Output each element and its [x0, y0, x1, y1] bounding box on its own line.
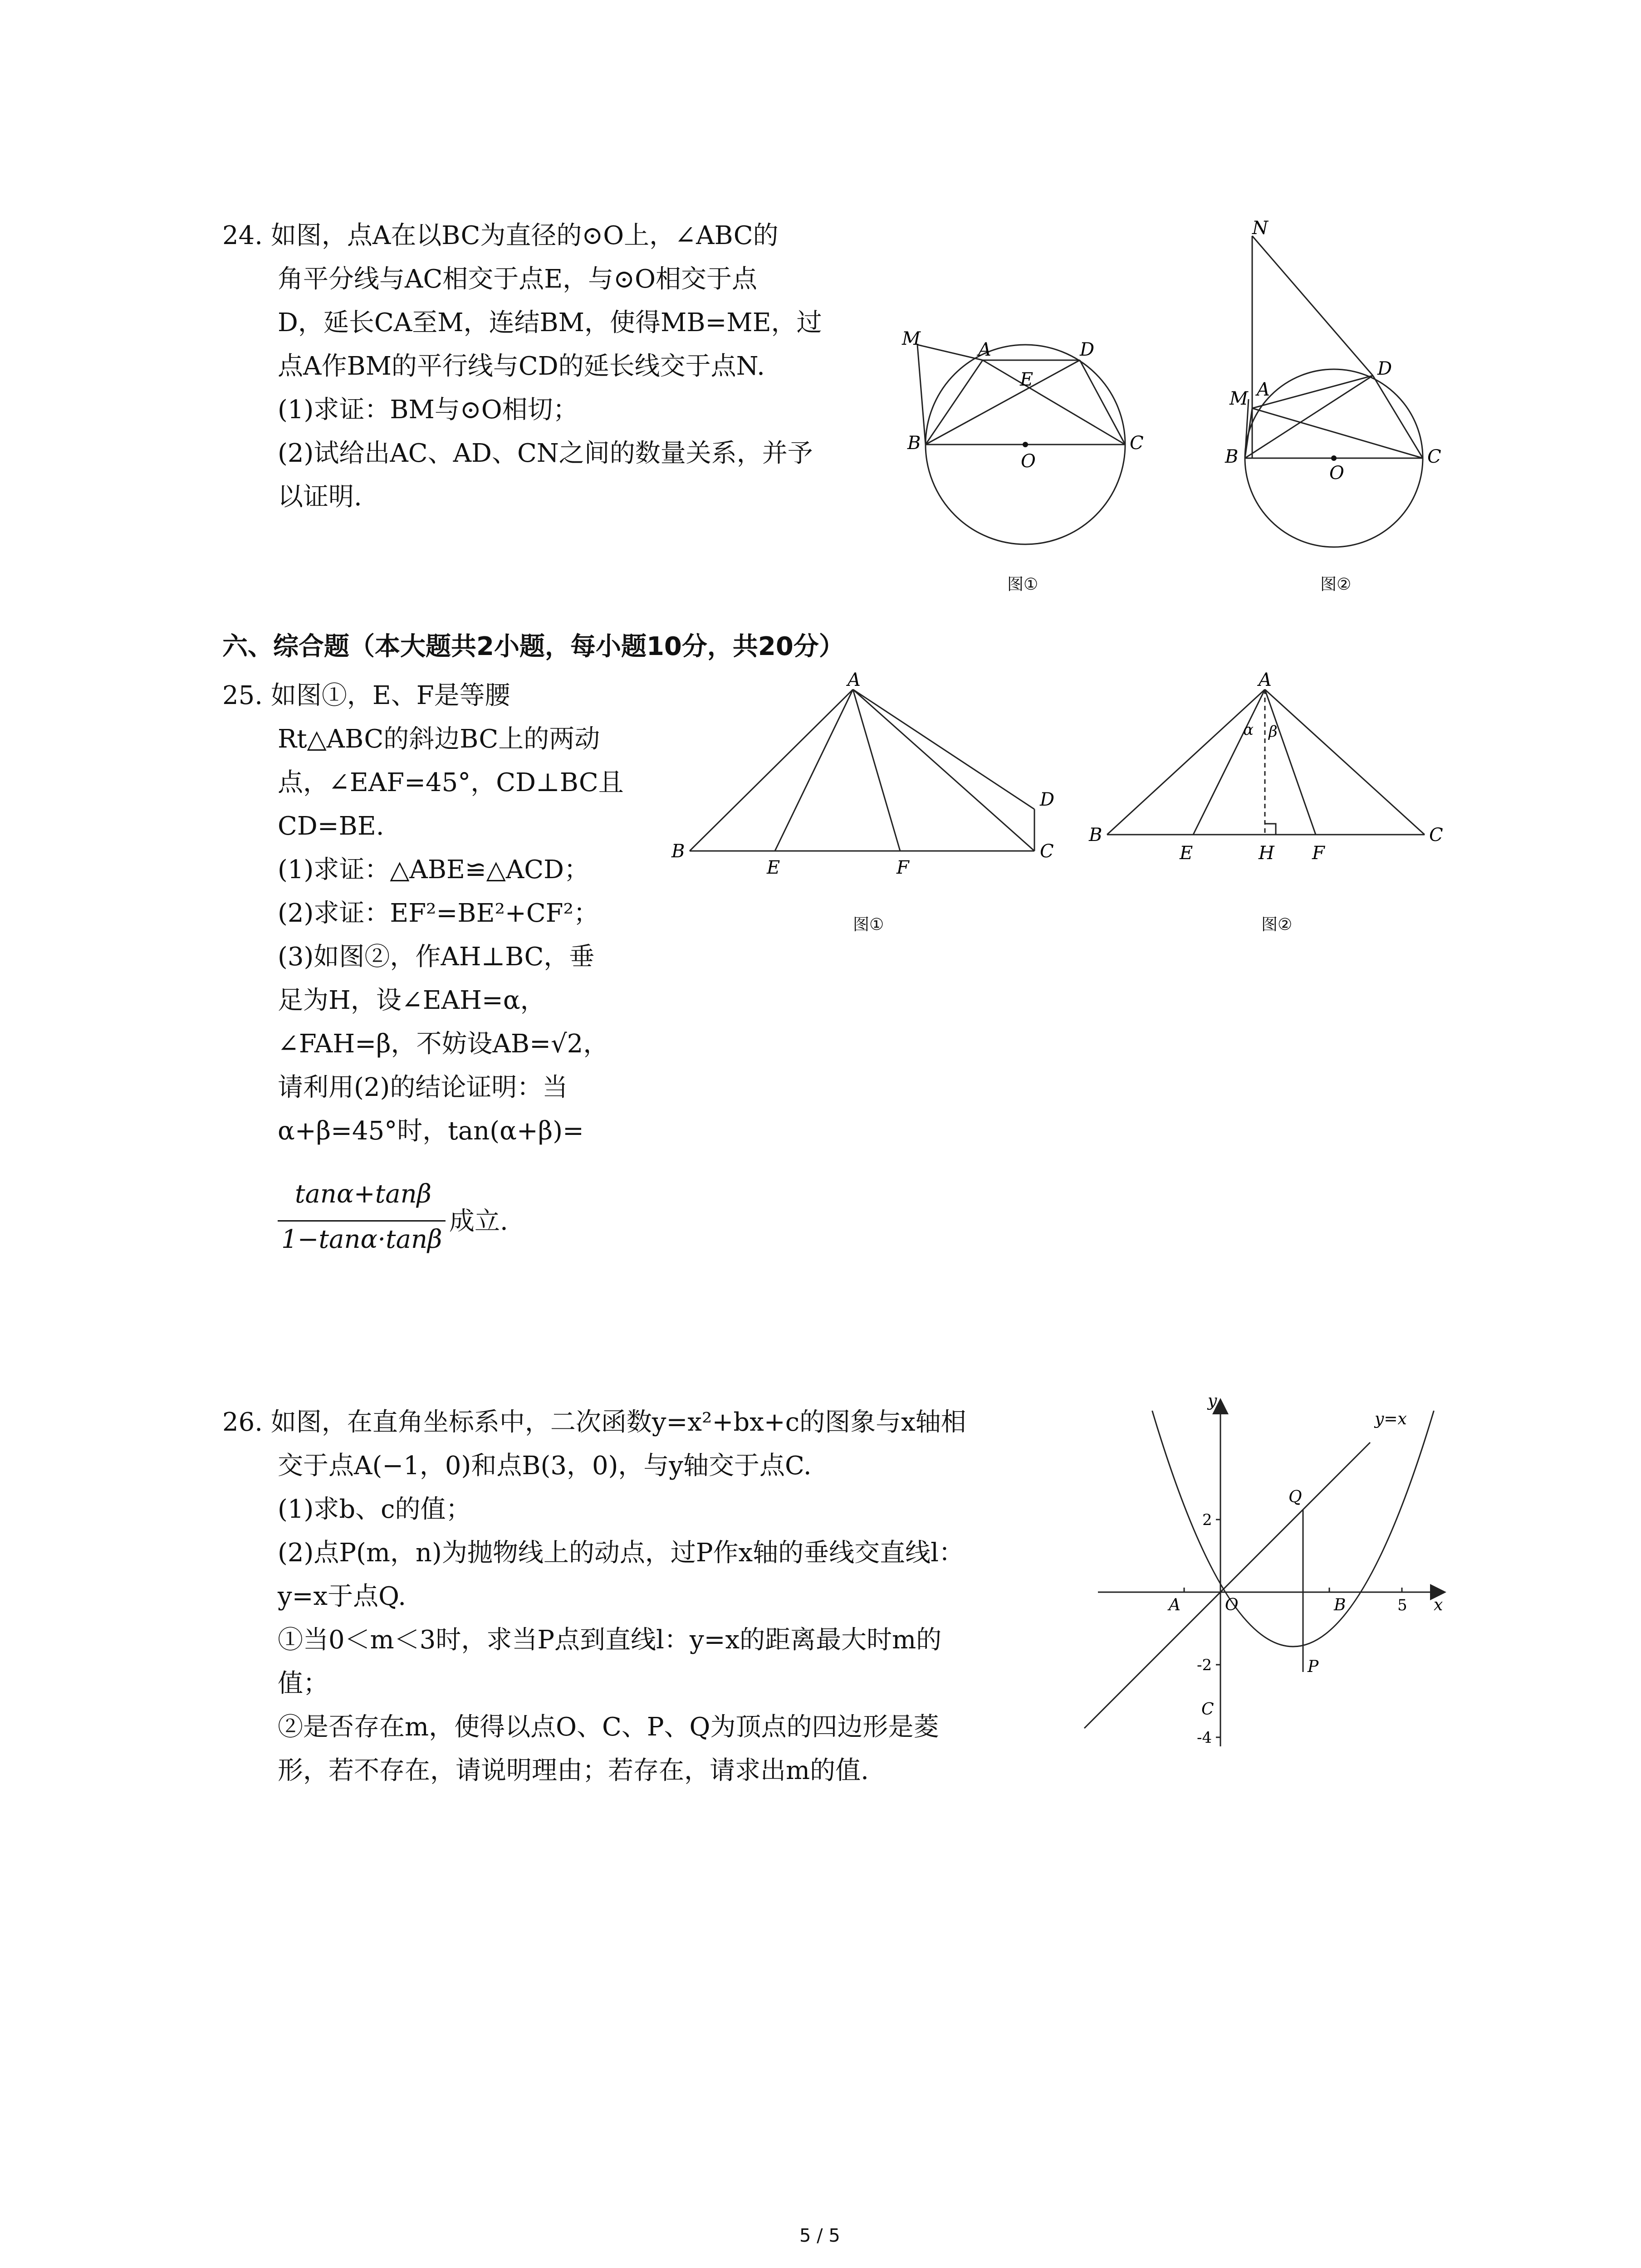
q26-line: 26. 如图，在直角坐标系中，二次函数y=x²+bx+c的图象与x轴相 — [222, 1408, 966, 1437]
q26-line: 形，若不存在，请说明理由；若存在，请求出m的值. — [278, 1756, 869, 1785]
q24-f2-label-b: B — [1225, 446, 1239, 467]
q25-line: ∠FAH=β，不妨设AB=√2， — [278, 1029, 609, 1059]
q25-line: 请利用(2)的结论证明：当 — [278, 1073, 568, 1102]
q24-f1-label-e: E — [1020, 369, 1034, 390]
q26-label-line: y=x — [1375, 1410, 1407, 1428]
q25-f1-label-e: E — [767, 857, 780, 878]
q25-f2-label-b: B — [1089, 825, 1102, 846]
q24-line: D，延长CA至M，连结BM，使得MB=ME，过 — [278, 308, 822, 337]
q25-f2-label-f: F — [1312, 843, 1325, 864]
q24-line: (2)试给出AC、AD、CN之间的数量关系，并予 — [278, 439, 813, 468]
q26-line: (2)点P(m，n)为抛物线上的动点，过P作x轴的垂线交直线l： — [278, 1538, 965, 1568]
q25-line: 点，∠EAF=45°，CD⊥BC且 — [278, 768, 624, 797]
q24-f1-label-a: A — [978, 339, 991, 360]
q25-f1-label-b: B — [671, 841, 685, 862]
q26-label-q: Q — [1288, 1488, 1302, 1506]
q25-figure-1-caption: 图① — [853, 915, 884, 934]
q25-fraction-numerator: tanα+tanβ — [295, 1179, 432, 1209]
section-title: 六、综合题（本大题共2小题，每小题10分，共20分） — [222, 632, 844, 661]
q25-f1-label-f: F — [896, 857, 909, 878]
q25-line: 足为H，设∠EAH=α， — [278, 986, 546, 1015]
q26-line: 值； — [278, 1669, 328, 1698]
q26-label-p: P — [1308, 1657, 1319, 1676]
q24-f1-label-d: D — [1080, 339, 1095, 360]
q25-f2-label-e: E — [1180, 843, 1193, 864]
q24-line: 角平分线与AC相交于点E，与⊙O相交于点 — [278, 264, 757, 294]
q25-fraction-suffix: 成立. — [449, 1207, 508, 1236]
q25-f1-label-c: C — [1040, 841, 1054, 862]
q25-fraction-bar — [278, 1220, 446, 1222]
q24-f2-label-o: O — [1329, 463, 1344, 484]
q26-label-a: A — [1169, 1596, 1181, 1614]
q24-line: 点A作BM的平行线与CD的延长线交于点N. — [278, 352, 765, 381]
q25-line: (1)求证：△ABE≌△ACD； — [278, 855, 590, 885]
q26-label-y-axis: y — [1208, 1392, 1217, 1410]
q26-label-tick-5: 5 — [1397, 1596, 1407, 1614]
q26-label-tick-neg2: -2 — [1197, 1656, 1212, 1674]
q25-f2-label-h: H — [1259, 843, 1274, 864]
q26-graph — [1089, 1392, 1452, 1760]
q24-f2-label-n: N — [1252, 218, 1268, 239]
q25-f2-label-alpha: α — [1243, 721, 1254, 739]
q25-f2-label-a: A — [1259, 670, 1272, 690]
q25-line: (2)求证：EF²=BE²+CF²； — [278, 899, 599, 928]
q26-label-b: B — [1334, 1596, 1346, 1614]
q24-line: 以证明. — [278, 482, 362, 512]
q26-line: ①当0＜m＜3时，求当P点到直线l：y=x的距离最大时m的 — [278, 1625, 942, 1655]
q24-f1-label-o: O — [1021, 451, 1036, 472]
q26-label-tick-neg4: -4 — [1197, 1729, 1212, 1747]
q25-figure-1 — [671, 671, 1057, 889]
q26-label-x-axis: x — [1434, 1596, 1443, 1614]
q26-label-c: C — [1201, 1700, 1214, 1719]
q25-line: CD=BE. — [278, 811, 384, 841]
q24-f2-label-c: C — [1427, 446, 1441, 467]
q24-f1-label-m: M — [902, 328, 921, 349]
q26-line: (1)求b、c的值； — [278, 1495, 471, 1524]
q26-line: ②是否存在m，使得以点O、C、P、Q为顶点的四边形是菱 — [278, 1712, 939, 1742]
q26-text — [222, 1401, 966, 1793]
q25-f2-label-beta: β — [1269, 723, 1278, 741]
q25-f1-label-a: A — [847, 670, 861, 690]
q25-f1-label-d: D — [1040, 789, 1055, 810]
q25-line: α+β=45°时，tan(α+β)= — [278, 1116, 584, 1146]
q24-line: (1)求证：BM与⊙O相切； — [278, 395, 578, 425]
q24-f2-label-d: D — [1377, 358, 1392, 379]
page-number: 5 / 5 — [799, 2225, 840, 2246]
q24-figure-1-caption: 图① — [1007, 575, 1038, 594]
q25-f2-label-c: C — [1429, 825, 1443, 846]
q24-figure-1 — [889, 318, 1180, 608]
q25-fraction-denominator: 1−tanα·tanβ — [281, 1225, 442, 1254]
q24-figure-2 — [1225, 218, 1479, 590]
q25-line: Rt△ABC的斜边BC上的两动 — [278, 724, 600, 754]
q24-f2-label-a: A — [1257, 379, 1270, 400]
q25-line: (3)如图②，作AH⊥BC，垂 — [278, 942, 595, 972]
q25-text — [222, 674, 624, 1153]
q24-line: 24. 如图，点A在以BC为直径的⊙O上，∠ABC的 — [222, 221, 779, 250]
q25-line: 25. 如图①，E、F是等腰 — [222, 681, 510, 710]
q24-f1-label-b: B — [907, 433, 921, 454]
q26-label-tick-2: 2 — [1202, 1511, 1212, 1529]
q25-figure-2-caption: 图② — [1261, 915, 1293, 934]
q26-line: y=x于点Q. — [278, 1582, 407, 1611]
q26-line: 交于点A(−1，0)和点B(3，0)，与y轴交于点C. — [278, 1451, 812, 1481]
q26-label-o: O — [1225, 1596, 1239, 1614]
q24-text — [222, 214, 822, 519]
q24-f2-label-m: M — [1230, 388, 1248, 409]
q25-figure-2 — [1089, 671, 1452, 866]
q24-f1-label-c: C — [1130, 433, 1144, 454]
q24-figure-2-caption: 图② — [1320, 575, 1352, 594]
